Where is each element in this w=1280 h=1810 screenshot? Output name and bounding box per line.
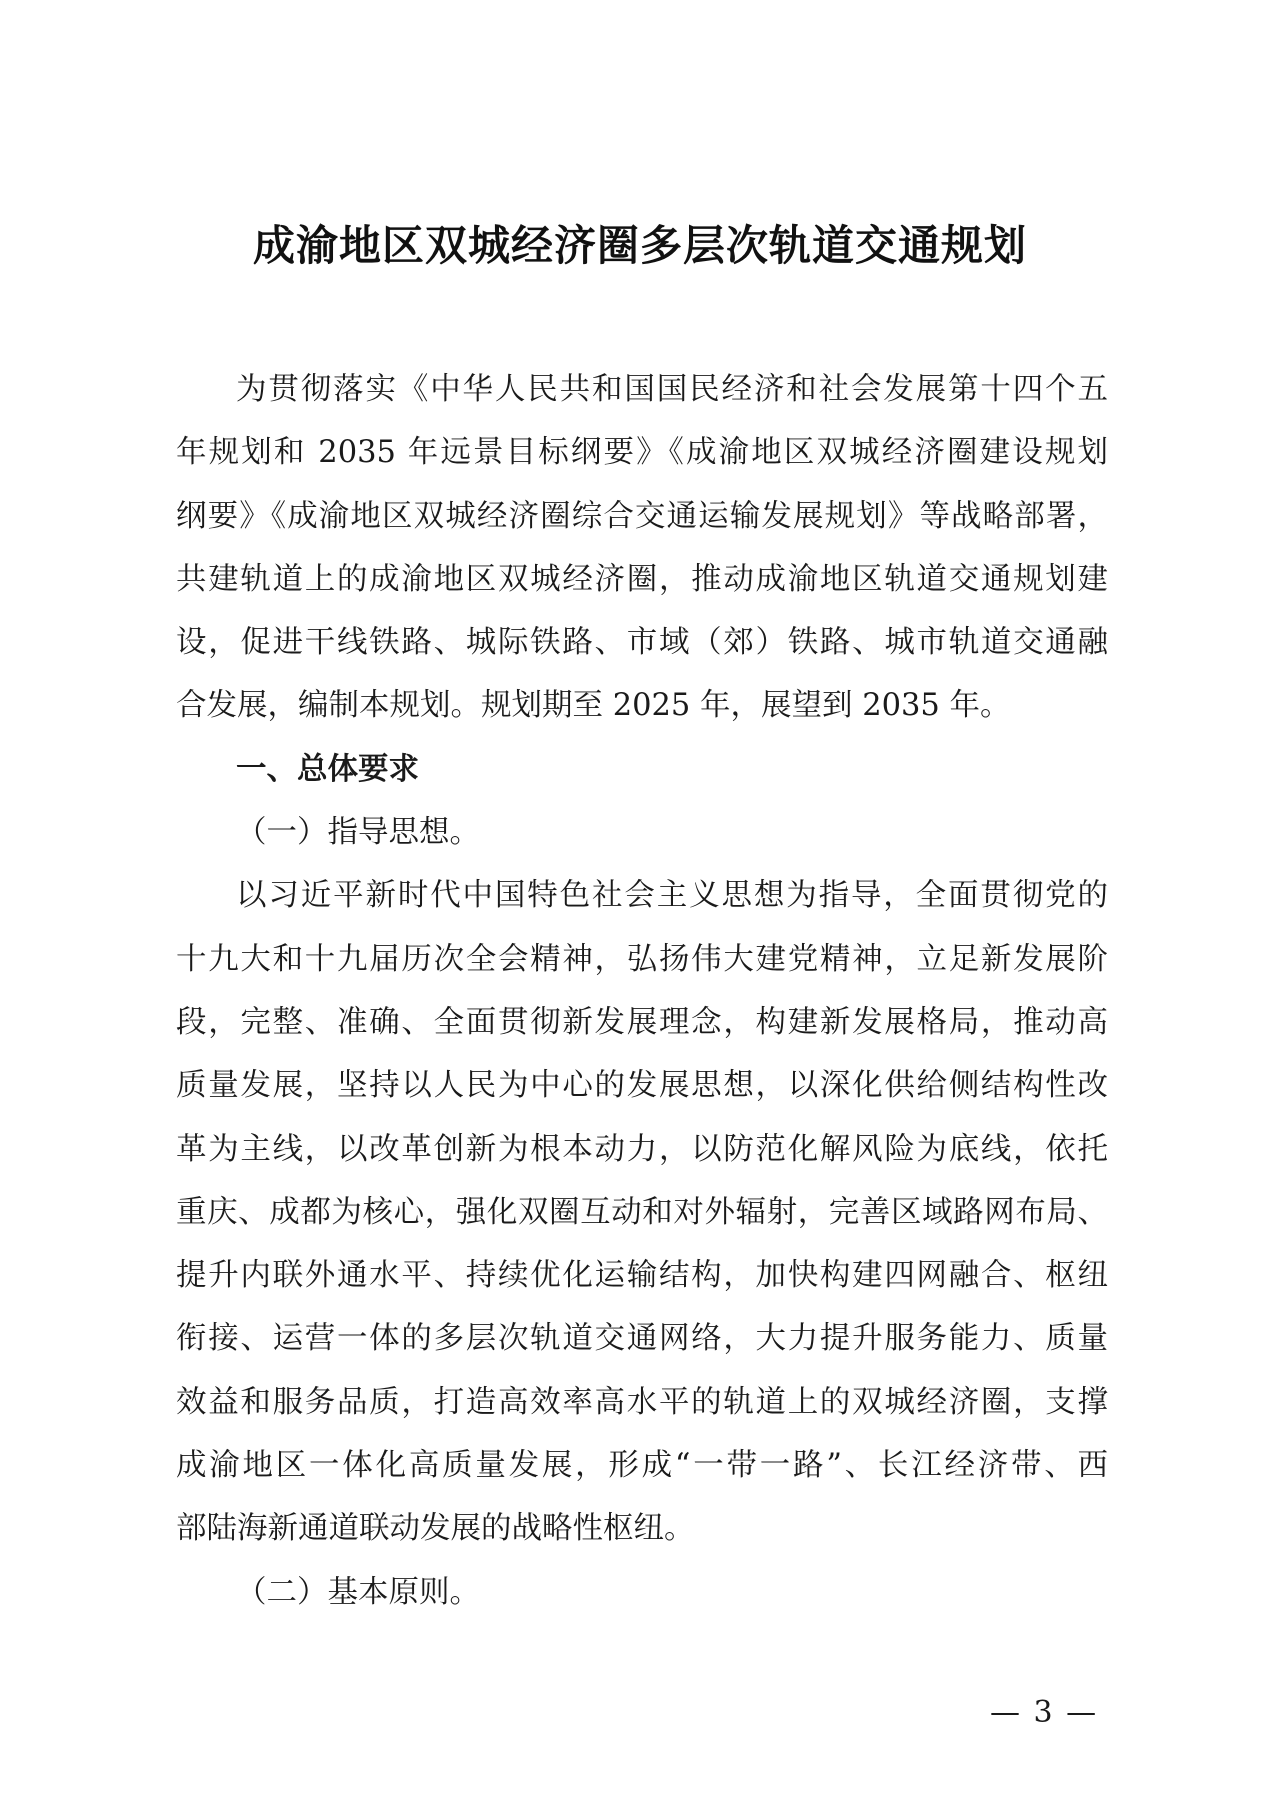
guiding-paragraph-line: 成渝地区一体化高质量发展，形成“一带一路”、长江经济带、西 — [176, 1448, 1108, 1484]
subsection-heading: （一）指导思想。 — [236, 815, 480, 851]
guiding-paragraph-line: 提升内联外通水平、持续优化运输结构，加快构建四网融合、枢纽 — [176, 1258, 1108, 1294]
guiding-paragraph-line: 十九大和十九届历次全会精神，弘扬伟大建党精神，立足新发展阶 — [176, 941, 1108, 977]
guiding-paragraph-line: 衔接、运营一体的多层次轨道交通网络，大力提升服务能力、质量 — [176, 1321, 1108, 1357]
guiding-paragraph-line: 革为主线，以改革创新为根本动力，以防范化解风险为底线，依托 — [176, 1131, 1108, 1167]
guiding-paragraph-line: 以习近平新时代中国特色社会主义思想为指导，全面贯彻党的 — [236, 878, 1108, 914]
section-heading: 一、总体要求 — [236, 751, 419, 787]
intro-paragraph-line: 合发展，编制本规划。规划期至 2025 年，展望到 2035 年。 — [176, 688, 1011, 724]
guiding-paragraph-line: 质量发展，坚持以人民为中心的发展思想，以深化供给侧结构性改 — [176, 1068, 1108, 1104]
intro-paragraph-line: 年规划和 2035 年远景目标纲要》《成渝地区双城经济圈建设规划 — [176, 435, 1108, 471]
subsection-heading: （二）基本原则。 — [236, 1574, 480, 1610]
document-body — [176, 358, 1108, 1624]
intro-paragraph-line: 纲要》《成渝地区双城经济圈综合交通运输发展规划》等战略部署， — [176, 498, 1108, 534]
page-number: — 3 — — [990, 1695, 1099, 1730]
intro-paragraph-line: 设，促进干线铁路、城际铁路、市域（郊）铁路、城市轨道交通融 — [176, 625, 1108, 661]
document-title: 成渝地区双城经济圈多层次轨道交通规划 — [252, 221, 1027, 270]
guiding-paragraph-line: 段，完整、准确、全面贯彻新发展理念，构建新发展格局，推动高 — [176, 1004, 1108, 1040]
guiding-paragraph-line: 部陆海新通道联动发展的战略性枢纽。 — [176, 1511, 695, 1547]
intro-paragraph-line: 为贯彻落实《中华人民共和国国民经济和社会发展第十四个五 — [236, 372, 1108, 407]
guiding-paragraph-line: 重庆、成都为核心，强化双圈互动和对外辐射，完善区域路网布局、 — [176, 1194, 1108, 1230]
guiding-paragraph-line: 效益和服务品质，打造高效率高水平的轨道上的双城经济圈，支撑 — [176, 1384, 1108, 1420]
intro-paragraph-line: 共建轨道上的成渝地区双城经济圈，推动成渝地区轨道交通规划建 — [176, 561, 1108, 597]
